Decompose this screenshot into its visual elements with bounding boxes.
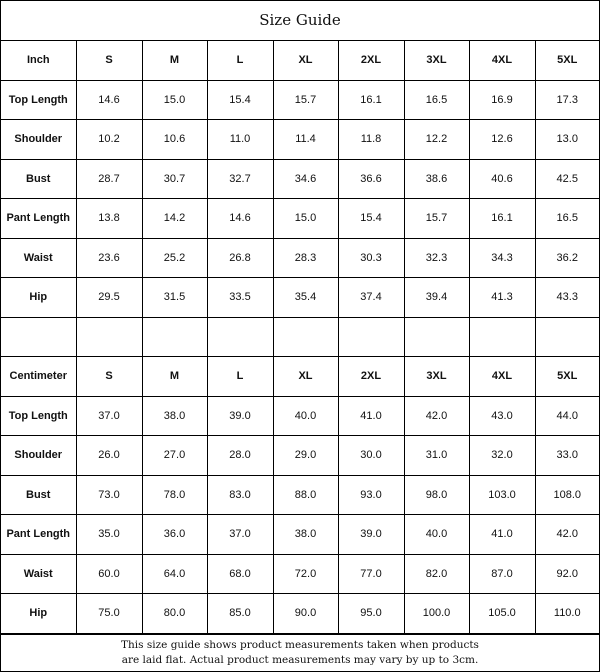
measurement-value: 26.8: [207, 238, 273, 278]
measurement-value: 25.2: [142, 238, 207, 278]
measurement-value: 15.4: [207, 80, 273, 120]
measurement-value: 16.1: [469, 199, 535, 239]
measurement-value: 16.9: [469, 80, 535, 120]
measurement-value: 34.3: [469, 238, 535, 278]
measurement-value: 83.0: [207, 475, 273, 515]
measurement-value: 11.4: [273, 120, 338, 160]
measurement-value: 42.0: [404, 396, 469, 436]
measurement-label: Top Length: [1, 80, 76, 120]
table-row: [1, 159, 599, 199]
measurement-value: 82.0: [404, 554, 469, 594]
measurement-value: 23.6: [76, 238, 142, 278]
measurement-value: 29.0: [273, 436, 338, 476]
unit-label: Inch: [1, 41, 76, 80]
measurement-value: 38.0: [142, 396, 207, 436]
measurement-value: 110.0: [535, 594, 599, 634]
measurement-value: 34.6: [273, 159, 338, 199]
measurement-value: 78.0: [142, 475, 207, 515]
measurement-value: 15.4: [338, 199, 404, 239]
measurement-value: 30.0: [338, 436, 404, 476]
measurement-value: 72.0: [273, 554, 338, 594]
measurement-value: 40.0: [273, 396, 338, 436]
measurement-value: 15.7: [404, 199, 469, 239]
measurement-value: 15.0: [273, 199, 338, 239]
measurement-label: Shoulder: [1, 120, 76, 160]
empty-cell: [469, 317, 535, 357]
table-row: [1, 238, 599, 278]
table-row: [1, 199, 599, 239]
table-row: [1, 515, 599, 555]
measurement-value: 80.0: [142, 594, 207, 634]
measurement-value: 30.3: [338, 238, 404, 278]
measurement-value: 85.0: [207, 594, 273, 634]
size-header: XL: [273, 357, 338, 397]
measurement-value: 44.0: [535, 396, 599, 436]
measurement-value: 27.0: [142, 436, 207, 476]
table-row: [1, 594, 599, 634]
measurement-value: 38.6: [404, 159, 469, 199]
measurement-value: 28.7: [76, 159, 142, 199]
size-header: XL: [273, 41, 338, 80]
measurement-value: 77.0: [338, 554, 404, 594]
table-row: [1, 554, 599, 594]
measurement-value: 14.2: [142, 199, 207, 239]
empty-cell: [207, 317, 273, 357]
size-header: 5XL: [535, 357, 599, 397]
measurement-value: 105.0: [469, 594, 535, 634]
size-header: 2XL: [338, 357, 404, 397]
measurement-value: 93.0: [338, 475, 404, 515]
measurement-value: 39.0: [207, 396, 273, 436]
measurement-label: Hip: [1, 594, 76, 634]
measurement-label: Bust: [1, 475, 76, 515]
size-table: [1, 41, 599, 634]
empty-cell: [404, 317, 469, 357]
measurement-value: 15.7: [273, 80, 338, 120]
measurement-value: 13.8: [76, 199, 142, 239]
size-header: L: [207, 41, 273, 80]
empty-cell: [1, 317, 76, 357]
measurement-value: 95.0: [338, 594, 404, 634]
measurement-value: 11.8: [338, 120, 404, 160]
measurement-value: 42.0: [535, 515, 599, 555]
measurement-value: 16.1: [338, 80, 404, 120]
measurement-value: 35.4: [273, 278, 338, 318]
measurement-value: 73.0: [76, 475, 142, 515]
empty-cell: [142, 317, 207, 357]
measurement-value: 98.0: [404, 475, 469, 515]
measurement-value: 100.0: [404, 594, 469, 634]
measurement-value: 31.5: [142, 278, 207, 318]
measurement-value: 38.0: [273, 515, 338, 555]
measurement-value: 40.0: [404, 515, 469, 555]
measurement-value: 14.6: [76, 80, 142, 120]
measurement-value: 90.0: [273, 594, 338, 634]
measurement-value: 92.0: [535, 554, 599, 594]
measurement-value: 33.0: [535, 436, 599, 476]
measurement-value: 37.4: [338, 278, 404, 318]
measurement-value: 10.6: [142, 120, 207, 160]
measurement-value: 32.7: [207, 159, 273, 199]
measurement-label: Pant Length: [1, 515, 76, 555]
measurement-value: 88.0: [273, 475, 338, 515]
measurement-value: 16.5: [535, 199, 599, 239]
measurement-value: 36.6: [338, 159, 404, 199]
measurement-value: 39.0: [338, 515, 404, 555]
size-header: 2XL: [338, 41, 404, 80]
table-row: [1, 475, 599, 515]
table-header-row: [1, 41, 599, 80]
measurement-note: [1, 634, 599, 672]
measurement-value: 26.0: [76, 436, 142, 476]
measurement-value: 37.0: [76, 396, 142, 436]
measurement-value: 12.2: [404, 120, 469, 160]
measurement-label: Pant Length: [1, 199, 76, 239]
size-header: 5XL: [535, 41, 599, 80]
empty-cell: [338, 317, 404, 357]
measurement-value: 29.5: [76, 278, 142, 318]
measurement-value: 32.0: [469, 436, 535, 476]
measurement-value: 42.5: [535, 159, 599, 199]
measurement-value: 32.3: [404, 238, 469, 278]
measurement-value: 14.6: [207, 199, 273, 239]
measurement-label: Shoulder: [1, 436, 76, 476]
measurement-value: 11.0: [207, 120, 273, 160]
empty-cell: [535, 317, 599, 357]
measurement-value: 33.5: [207, 278, 273, 318]
measurement-value: 28.3: [273, 238, 338, 278]
measurement-value: 35.0: [76, 515, 142, 555]
measurement-value: 68.0: [207, 554, 273, 594]
measurement-label: Hip: [1, 278, 76, 318]
measurement-value: 28.0: [207, 436, 273, 476]
size-header: M: [142, 357, 207, 397]
measurement-value: 43.0: [469, 396, 535, 436]
size-header: S: [76, 357, 142, 397]
measurement-value: 87.0: [469, 554, 535, 594]
table-row: [1, 80, 599, 120]
table-row: [1, 436, 599, 476]
measurement-value: 13.0: [535, 120, 599, 160]
measurement-value: 37.0: [207, 515, 273, 555]
size-header: 4XL: [469, 357, 535, 397]
measurement-value: 17.3: [535, 80, 599, 120]
size-header: 4XL: [469, 41, 535, 80]
spacer-row: [1, 317, 599, 357]
measurement-value: 43.3: [535, 278, 599, 318]
note-line: are laid flat. Actual product measurements may vary by up to 3cm.: [121, 653, 479, 666]
measurement-value: 16.5: [404, 80, 469, 120]
size-header: S: [76, 41, 142, 80]
measurement-value: 36.0: [142, 515, 207, 555]
size-header: M: [142, 41, 207, 80]
measurement-value: 75.0: [76, 594, 142, 634]
measurement-value: 12.6: [469, 120, 535, 160]
measurement-value: 40.6: [469, 159, 535, 199]
measurement-label: Bust: [1, 159, 76, 199]
measurement-value: 31.0: [404, 436, 469, 476]
table-header-row: [1, 357, 599, 397]
measurement-value: 41.0: [338, 396, 404, 436]
measurement-value: 36.2: [535, 238, 599, 278]
measurement-value: 41.0: [469, 515, 535, 555]
measurement-label: Top Length: [1, 396, 76, 436]
empty-cell: [76, 317, 142, 357]
empty-cell: [273, 317, 338, 357]
table-row: [1, 396, 599, 436]
size-header: L: [207, 357, 273, 397]
measurement-value: 39.4: [404, 278, 469, 318]
table-row: [1, 120, 599, 160]
measurement-value: 108.0: [535, 475, 599, 515]
measurement-value: 103.0: [469, 475, 535, 515]
measurement-label: Waist: [1, 238, 76, 278]
measurement-value: 15.0: [142, 80, 207, 120]
measurement-value: 30.7: [142, 159, 207, 199]
measurement-value: 10.2: [76, 120, 142, 160]
size-header: 3XL: [404, 357, 469, 397]
measurement-value: 41.3: [469, 278, 535, 318]
size-header: 3XL: [404, 41, 469, 80]
unit-label: Centimeter: [1, 357, 76, 397]
measurement-value: 60.0: [76, 554, 142, 594]
note-line: This size guide shows product measurements taken when products: [121, 638, 479, 651]
measurement-label: Waist: [1, 554, 76, 594]
page-title: Size Guide: [1, 1, 599, 41]
table-row: [1, 278, 599, 318]
measurement-value: 64.0: [142, 554, 207, 594]
